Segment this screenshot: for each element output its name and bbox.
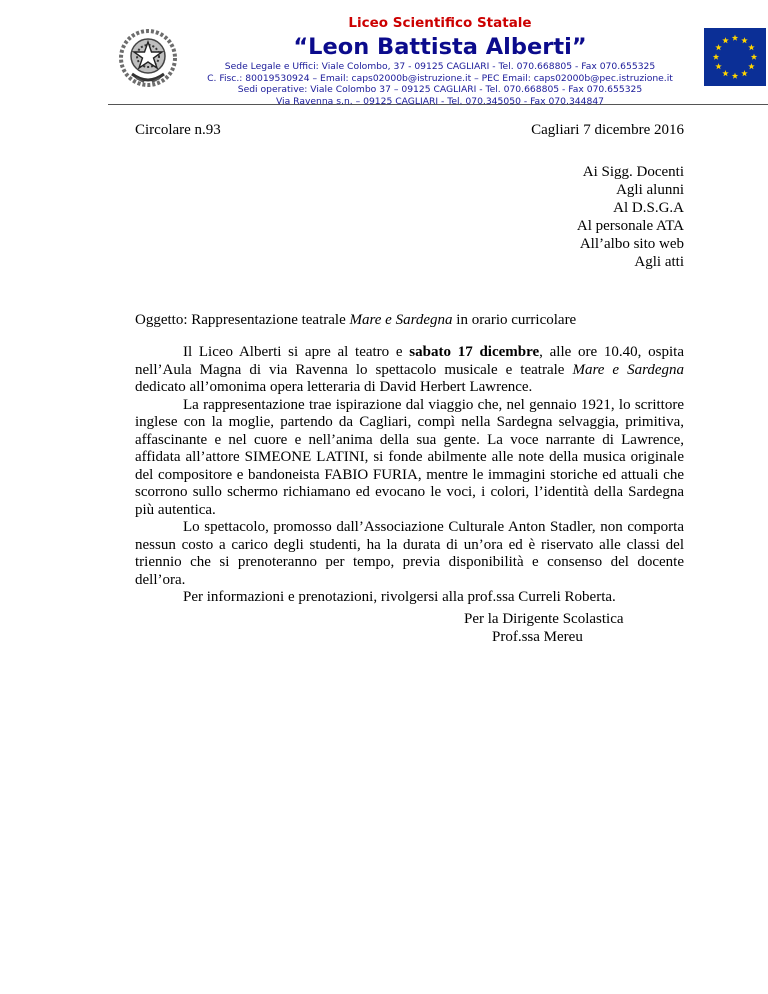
circular-number: Circolare n.93 (135, 122, 221, 138)
address-line-ravenna: Via Ravenna s.n. – 09125 CAGLIARI - Tel. 070.345050 - Fax 070.344847 (275, 95, 605, 107)
subject-show-title: Mare e Sardegna (349, 312, 453, 328)
italian-republic-emblem-icon (118, 28, 178, 88)
letterhead-text (185, 14, 695, 107)
recipient-teachers: Ai Sigg. Docenti (582, 164, 684, 180)
address-line-operative: Sedi operative: Viale Colombo 37 – 09125 CAGLIARI - Tel. 070.668805 - Fax 070.655325 (237, 84, 643, 96)
eu-flag-icon (704, 28, 766, 86)
body-paragraph-contact: Per informazioni e prenotazioni, rivolgersi alla prof.ssa Curreli Roberta. (183, 589, 616, 605)
circular-body (135, 344, 684, 607)
fiscal-email-line: C. Fisc.: 80019530924 – Email: caps02000b@istruzione.it – PEC Email: caps02000b@pec.istruzione.it (207, 72, 673, 84)
letterhead (0, 0, 768, 108)
signature-name: Prof.ssa Mereu (492, 629, 583, 645)
school-name: “Leon Battista Alberti” (293, 34, 587, 60)
recipients-list (577, 164, 684, 271)
event-date: sabato 17 dicembre (409, 344, 540, 360)
recipient-dsga: Al D.S.G.A (613, 199, 684, 216)
recipient-ata-staff: Al personale ATA (576, 217, 684, 234)
body-paragraph-event (135, 344, 684, 397)
school-type: Liceo Scientifico Statale (348, 15, 532, 31)
recipient-records: Agli atti (634, 253, 684, 270)
subject-suffix: in orario curricolare (452, 312, 577, 328)
subject-prefix: Oggetto: Rappresentazione teatrale (135, 312, 350, 328)
body-paragraph-conditions: Lo spettacolo, promosso dall’Associazione Culturale Anton Stadler, non comporta nessun costo a carico degli studenti, ha la durata di un’ora ed è riservato alle classi del triennio che si prenoteranno per tempo, previa disponibilità e consenso del docente dell’ora. (135, 519, 684, 588)
address-line-legal: Sede Legale e Uffici: Viale Colombo, 37 - 09125 CAGLIARI - Tel. 070.668805 - Fax 070.655325 (224, 61, 656, 72)
signature-role: Per la Dirigente Scolastica (464, 611, 624, 627)
event-dedication: dedicato all’omonima opera letteraria di David Herbert Lawrence. (135, 379, 533, 395)
event-intro: Il Liceo Alberti si apre al teatro e (183, 344, 410, 360)
recipient-website-board: All’albo sito web (579, 235, 684, 252)
circular-date: Cagliari 7 dicembre 2016 (531, 122, 684, 138)
signature-block (464, 610, 624, 646)
subject-line (135, 312, 576, 330)
letterhead-divider (108, 104, 768, 105)
body-paragraph-description: La rappresentazione trae ispirazione dal viaggio che, nel gennaio 1921, lo scrittore inglese con la moglie, partendo da Cagliari, compì nella Sardegna selvaggia, primitiva, affascinante e nel cuore e nell’anima della sua gente. La voce narrante di Lawrence, affidata all’attore SIMEONE LATINI, si fonde abilmente alle note della musica originale del compositore e bandoneista FABIO FURIA, mentre le immagini storiche ed attuali che scorrono sullo schermo richiamano ed evocano le voci, i colori, l’identità della Sardegna più autentica. (135, 396, 684, 518)
event-show-title: Mare e Sardegna (572, 361, 685, 378)
recipient-students: Agli alunni (616, 181, 684, 198)
event-details: , alle ore 10.40, ospita nell’Aula Magna di via Ravenna lo spettacolo musicale e teatrale (135, 344, 684, 378)
